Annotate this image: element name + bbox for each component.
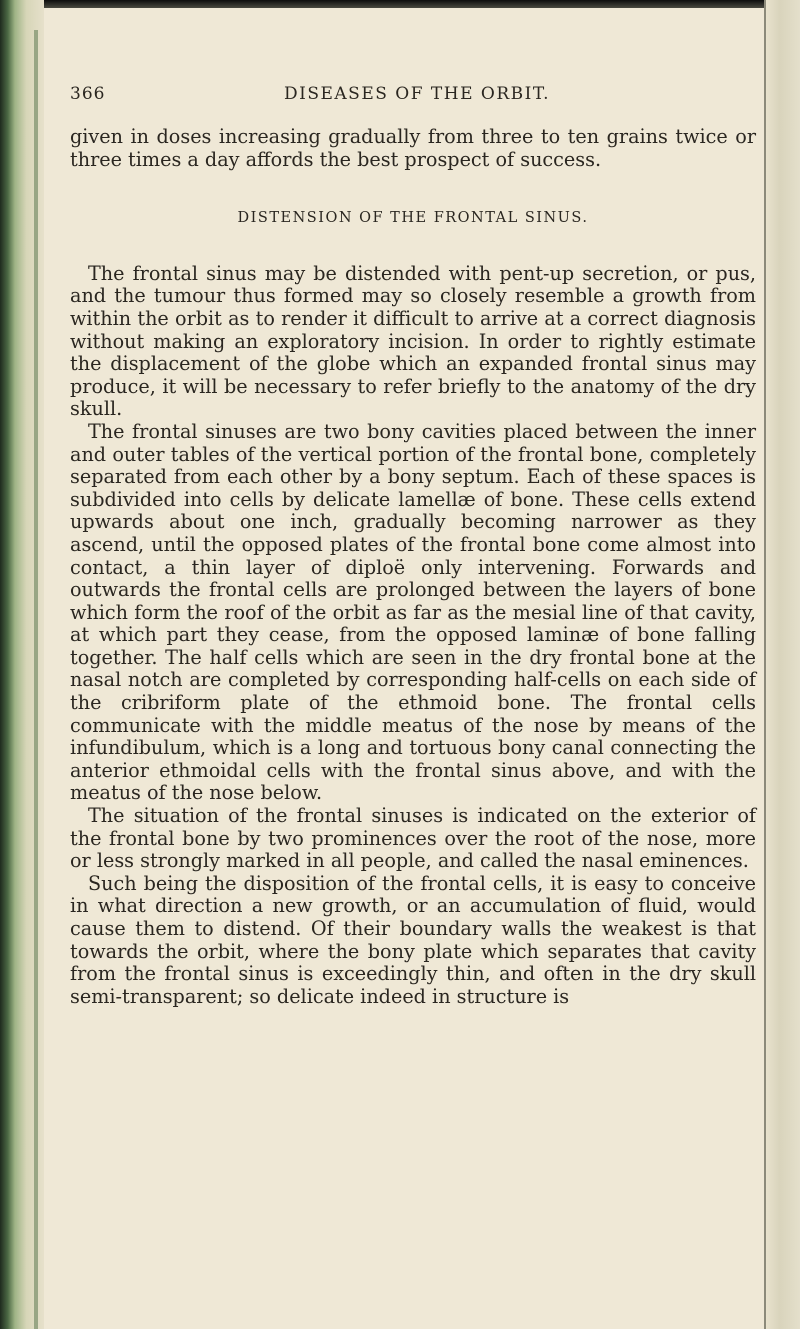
paragraph: The situation of the frontal sinuses is indicated on the exterior of the frontal bone by two prominences over the root of the nose, more or less strongly marked in all people, and called the nasal eminences.	[70, 804, 756, 873]
page-header	[70, 84, 774, 104]
page-number: 366	[70, 84, 106, 104]
section-heading: DISTENSION OF THE FRONTAL SINUS.	[237, 210, 589, 227]
paragraph: The frontal sinuses are two bony cavities placed between the inner and outer tables of the vertical portion of the frontal bone, completely separated from each other by a bony septum. Each of these spaces is subdivided into cells by delicate lamellæ of bone. These cells extend upwards about one inch, gradually becoming narrower as they ascend, until the opposed plates of the frontal bone come almost into contact, a thin layer of diploë only intervening. Forwards and outwards the frontal cells are prolonged between the layers of bone which form the roof of the orbit as far as the mesial line of that cavity, at which part they cease, from the opposed laminæ of bone falling together. The half cells which are seen in the dry frontal bone at the nasal notch are completed by corresponding half-cells on each side of the cribriform plate of the ethmoid bone. The frontal cells communicate with the middle meatus of the nose by means of the infundibulum, which is a long and tortuous bony canal connecting the anterior ethmoidal cells with the frontal sinus above, and with the meatus of the nose below.	[70, 419, 756, 805]
paragraph: The frontal sinus may be distended with pent-up secretion, or pus, and the tumour thus formed may so closely resemble a growth from within the orbit as to render it difficult to arrive at a correct diagnosis without making an exploratory incision. In order to rightly estimate the displacement of the globe which an expanded frontal sinus may produce, it will be necessary to refer briefly to the anatomy of the dry skull.	[70, 261, 756, 421]
running-head: DISEASES OF THE ORBIT.	[284, 84, 551, 104]
body-text	[70, 126, 756, 1008]
paragraph: Such being the disposition of the frontal cells, it is easy to conceive in what direction a new growth, or an accumulation of fluid, would cause them to distend. Of their boundary walls the weakest is that towards the orbit, where the bony plate which separates that cavity from the frontal sinus is exceedingly thin, and often in the dry skull semi-transparent; so delicate indeed in structure is	[70, 871, 756, 1008]
book-page	[70, 84, 774, 1008]
opening-paragraph: given in doses increasing gradually from three to ten grains twice or three times a day affords the best prospect of success.	[70, 125, 756, 171]
page-top-edge	[0, 0, 800, 8]
book-binding-gutter	[0, 0, 44, 1329]
